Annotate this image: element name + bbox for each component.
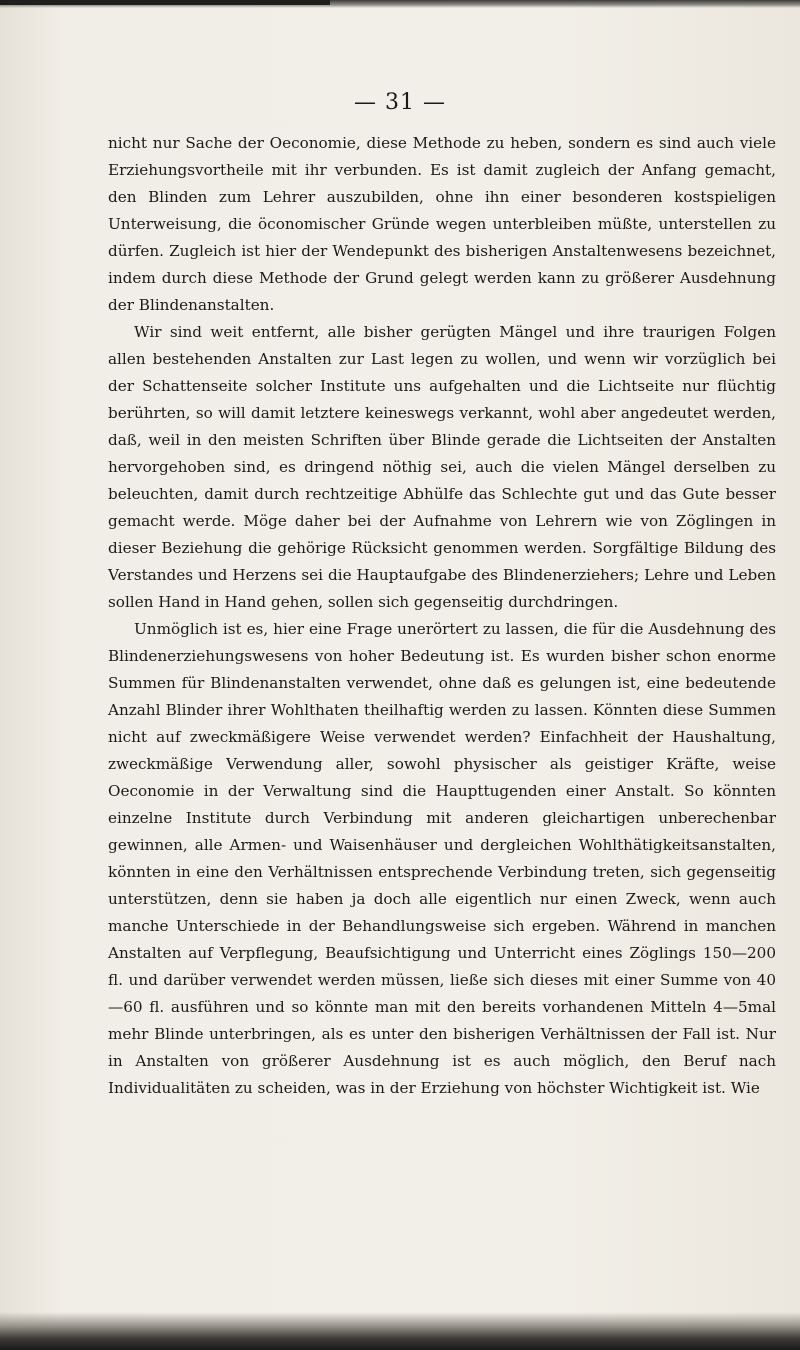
page-number: — 31 — <box>354 90 446 115</box>
paragraph-1: nicht nur Sache der Oeconomie, diese Methode zu heben, sondern es sind auch viele Erziehungsvortheile mit ihr verbunden. Es ist damit zugleich der Anfang gemacht, den Blinden zum Lehrer auszubilden, ohne ihn einer besonderen kostspieligen Unterweisung, die öconomischer Gründe wegen unterbleiben müßte, unterstellen zu dürfen. Zugleich ist hier der Wendepunkt des bisherigen Anstaltenwesens bezeichnet, indem durch diese Methode der Grund gelegt werden kann zu größerer Ausdehnung der Blindenanstalten. <box>108 134 776 314</box>
page-top-shadow <box>0 0 330 5</box>
body-text <box>108 130 776 1102</box>
paragraph-3: Unmöglich ist es, hier eine Frage unerörtert zu lassen, die für die Ausdehnung des Blindenerziehungswesens von hoher Bedeutung ist. Es wurden bisher schon enorme Summen für Blindenanstalten verwendet, ohne daß es gelungen ist, eine bedeutende Anzahl Blinder ihrer Wohlthaten theilhaftig werden zu lassen. Könnten diese Summen nicht auf zweckmäßigere Weise verwendet werden? Einfachheit der Haushaltung, zweckmäßige Verwendung aller, sowohl physischer als geistiger Kräfte, weise Oeconomie in der Verwaltung sind die Haupttugenden einer Anstalt. So könnten einzelne Institute durch Verbindung mit anderen gleichartigen unberechenbar gewinnen, alle Armen- und Waisenhäuser und dergleichen Wohlthätigkeitsanstalten, könnten in eine den Verhältnissen entsprechende Verbindung treten, sich gegenseitig unterstützen, denn sie haben ja doch alle eigentlich nur einen Zweck, wenn auch manche Unterschiede in der Behandlungsweise sich ergeben. Während in manchen Anstalten auf Verpflegung, Beaufsichtigung und Unterricht eines Zöglings 150—200 fl. und darüber verwendet werden müssen, ließe sich dieses mit einer Summe von 40—60 fl. ausführen und so könnte man mit den bereits vorhandenen Mitteln 4—5mal mehr Blinde unterbringen, als es unter den bisherigen Verhältnissen der Fall ist. Nur in Anstalten von größerer Ausdehnung ist es auch möglich, den Beruf nach Individualitäten zu scheiden, was in der Erziehung von höchster Wichtigkeit ist. Wie <box>108 620 776 1097</box>
page-bottom-edge <box>0 1312 800 1350</box>
paragraph-2: Wir sind weit entfernt, alle bisher gerügten Mängel und ihre traurigen Folgen allen bestehenden Anstalten zur Last legen zu wollen, und wenn wir vorzüglich bei der Schattenseite solcher Institute uns aufgehalten und die Lichtseite nur flüchtig berührten, so will damit letztere keineswegs verkannt, wohl aber angedeutet werden, daß, weil in den meisten Schriften über Blinde gerade die Lichtseiten der Anstalten hervorgehoben sind, es dringend nöthig sei, auch die vielen Mängel derselben zu beleuchten, damit durch rechtzeitige Abhülfe das Schlechte gut und das Gute besser gemacht werde. Möge daher bei der Aufnahme von Lehrern wie von Zöglingen in dieser Beziehung die gehörige Rücksicht genommen werden. Sorgfältige Bildung des Verstandes und Herzens sei die Hauptaufgabe des Blindenerziehers; Lehre und Leben sollen Hand in Hand gehen, sollen sich gegenseitig durchdringen. <box>108 323 776 611</box>
